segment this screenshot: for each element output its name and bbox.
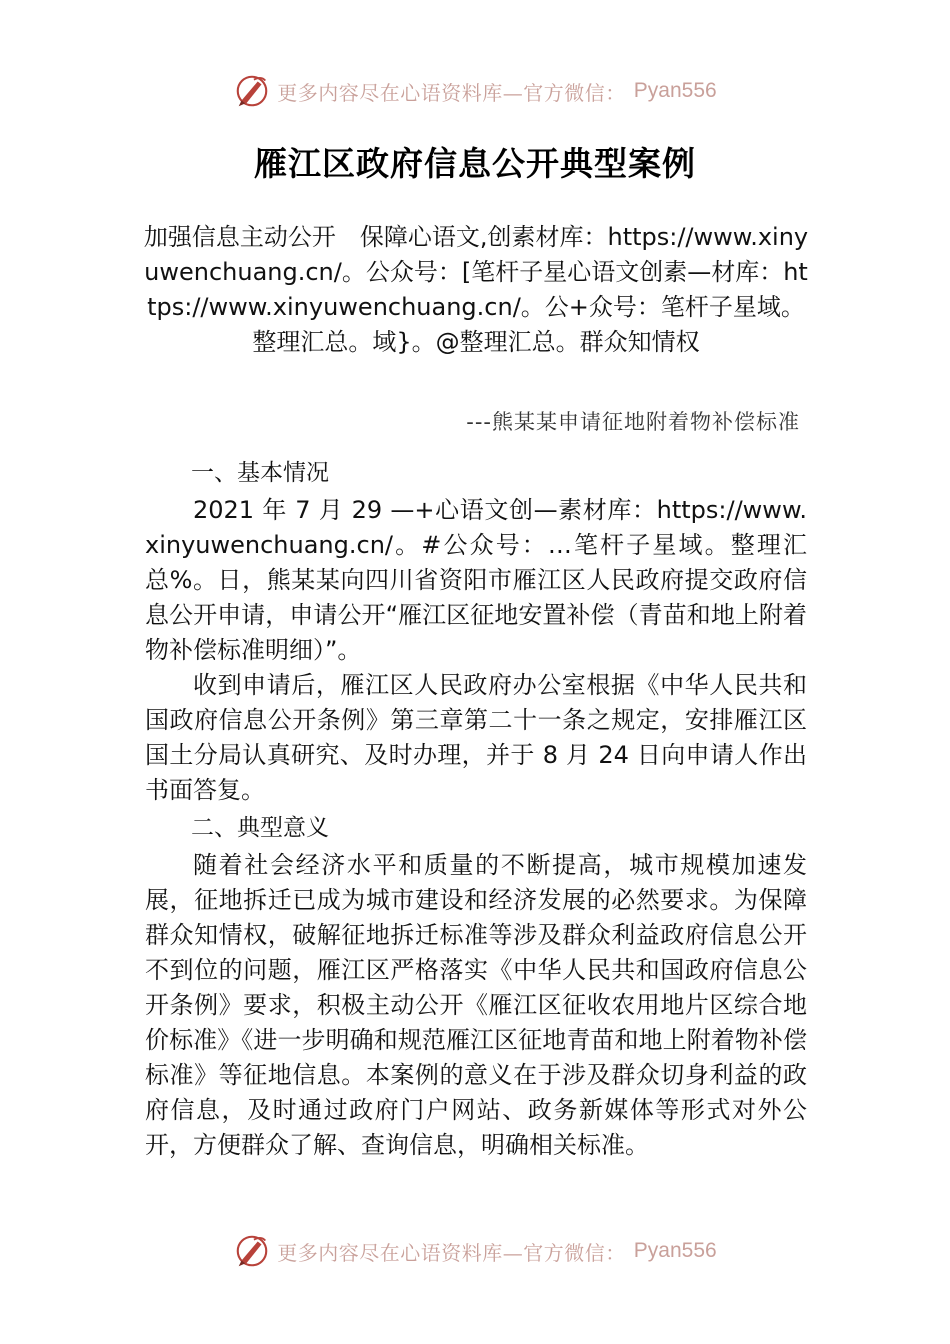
paragraph: 2021 年 7 月 29 —+心语文创—素材库：https://www.xinyuwenchuang.cn/。#公众号：…笔杆子星域。整理汇总%。日，熊某某向四川省资阳市雁江区人民政府提交政府信息公开申请，申请公开“雁江区征地安置补偿（青苗和地上附着物补偿标准明细）”。 [145, 496, 807, 664]
document-subtitle: 加强信息主动公开 保障心语文,创素材库：https://www.xinyuwenchuang.cn/。公众号：[笔杆子星心语文创素—材库：https://www.xinyuwenchuang.cn/。公+众号：笔杆子星域。整理汇总。域}。@整理汇总。群众知情权 [143, 223, 809, 356]
header-watermark [0, 72, 950, 110]
section-heading-significance: 二、典型意义 [191, 815, 329, 841]
section-heading-basic: 一、基本情况 [191, 460, 329, 486]
pen-logo-icon [233, 72, 271, 110]
footer-watermark [0, 1232, 950, 1270]
watermark-handle: Pyan556 [633, 79, 717, 102]
paragraph: 随着社会经济水平和质量的不断提高，城市规模加速发展，征地拆迁已成为城市建设和经济发展的必然要求。为保障群众知情权，破解征地拆迁标准等涉及群众利益政府信息公开不到位的问题，雁江区严格落实《中华人民共和国政府信息公开条例》要求，积极主动公开《雁江区征收农用地片区综合地价标准》《进一步明确和规范雁江区征地青苗和地上附着物补偿标准》等征地信息。本案例的意义在于涉及群众切身利益的政府信息，及时通过政府门户网站、政务新媒体等形式对外公开，方便群众了解、查询信息，明确相关标准。 [145, 851, 807, 1159]
paragraph: 收到申请后，雁江区人民政府办公室根据《中华人民共和国政府信息公开条例》第三章第二十一条之规定，安排雁江区国土分局认真研究、及时办理，并于 8 月 24 日向申请人作出书面答复。 [145, 671, 807, 804]
watermark-text: 更多内容尽在心语资料库—官方微信： [277, 80, 626, 105]
pen-logo-icon [233, 1232, 271, 1270]
watermark-text: 更多内容尽在心语资料库—官方微信： [277, 1240, 626, 1265]
watermark-handle: Pyan556 [633, 1239, 717, 1262]
document-source-line: ---熊某某申请征地附着物补偿标准 [466, 410, 800, 434]
document-body [145, 456, 807, 1163]
document-title: 雁江区政府信息公开典型案例 [254, 144, 696, 183]
